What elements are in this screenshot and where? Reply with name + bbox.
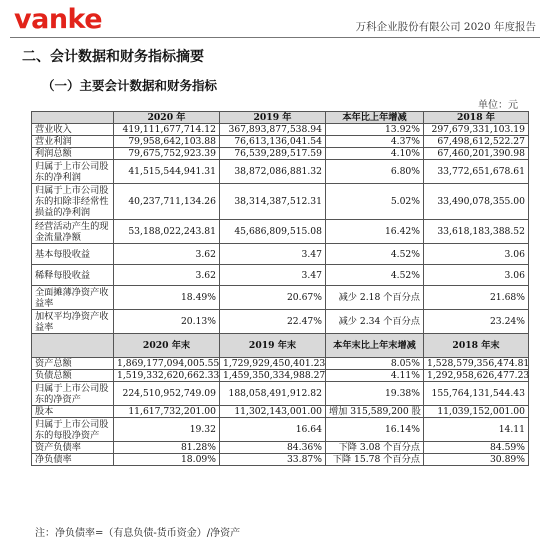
value-change: 16.42% [326,220,424,244]
row-label: 资产总额 [32,358,114,370]
row-label: 净负债率 [32,454,114,466]
row-label: 营业收入 [32,124,114,136]
value-change: 13.92% [326,124,424,136]
header-divider [10,37,540,38]
unit-label: 单位：元 [478,100,518,111]
row-label: 归属于上市公司股东的每股净资产 [32,418,114,442]
table-row [32,370,529,382]
value-change: 4.52% [326,244,424,265]
vanke-logo: vanke [14,4,103,35]
value-2020: 41,515,544,941.31 [114,160,220,184]
value-change: 减少 2.18 个百分点 [326,286,424,310]
value-2018: 33,618,183,388.52 [424,220,529,244]
value-2019: 367,893,877,538.94 [220,124,326,136]
value-change: 5.02% [326,184,424,220]
table-row [32,124,529,136]
value-2019: 84.36% [220,442,326,454]
value-2018: 33,490,078,355.00 [424,184,529,220]
value-2018: 84.59% [424,442,529,454]
value-2018: 297,679,331,103.19 [424,124,529,136]
value-2019: 3.47 [220,265,326,286]
value-2020: 79,675,752,923.39 [114,148,220,160]
table-row [32,418,529,442]
row-label: 股本 [32,406,114,418]
value-2019: 38,872,086,881.32 [220,160,326,184]
value-2019: 33.87% [220,454,326,466]
value-2020: 1,869,177,094,005.55 [114,358,220,370]
table-row [32,148,529,160]
section-title: 二、会计数据和财务指标摘要 [22,49,204,65]
value-2018: 14.11 [424,418,529,442]
value-2019: 76,539,289,517.59 [220,148,326,160]
row-label: 归属于上市公司股东的净利润 [32,160,114,184]
value-change: 6.80% [326,160,424,184]
table-header-row [32,334,529,358]
value-2020: 19.32 [114,418,220,442]
value-2019: 188,058,491,912.82 [220,382,326,406]
value-2019: 20.67% [220,286,326,310]
value-change: 19.38% [326,382,424,406]
value-2018: 1,528,579,356,474.81 [424,358,529,370]
table-row [32,310,529,334]
value-2020: 224,510,952,749.09 [114,382,220,406]
header-cell: 2018 年末 [424,334,529,358]
value-change: 4.10% [326,148,424,160]
value-2018: 67,460,201,390.98 [424,148,529,160]
table-header-row [32,112,529,124]
value-2019: 76,613,136,041.54 [220,136,326,148]
row-label: 归属于上市公司股东的扣除非经常性损益的净利润 [32,184,114,220]
footnote: 注：净负债率=（有息负债-货币资金）/净资产 [35,528,241,539]
value-2020: 40,237,711,134.26 [114,184,220,220]
value-2019: 11,302,143,001.00 [220,406,326,418]
table-row [32,244,529,265]
header-cell: 2019 年 [220,112,326,124]
report-title: 万科企业股份有限公司 2020 年度报告 [355,21,536,33]
table-row [32,184,529,220]
row-label: 负债总额 [32,370,114,382]
value-2019: 3.47 [220,244,326,265]
table-row [32,286,529,310]
value-2018: 23.24% [424,310,529,334]
value-2019: 45,686,809,515.08 [220,220,326,244]
value-2019: 1,459,350,334,988.27 [220,370,326,382]
value-change: 下降 15.78 个百分点 [326,454,424,466]
value-change: 4.37% [326,136,424,148]
value-2020: 419,111,677,714.12 [114,124,220,136]
header-cell: 本年末比上年末增减 [326,334,424,358]
value-change: 下降 3.08 个百分点 [326,442,424,454]
header-cell: 2018 年 [424,112,529,124]
row-label: 归属于上市公司股东的净资产 [32,382,114,406]
value-change: 增加 315,589,200 股 [326,406,424,418]
value-2020: 3.62 [114,244,220,265]
table-row [32,358,529,370]
value-2019: 16.64 [220,418,326,442]
table-row [32,220,529,244]
table-row [32,382,529,406]
row-label: 稀释每股收益 [32,265,114,286]
value-2018: 3.06 [424,244,529,265]
value-2019: 1,729,929,450,401.23 [220,358,326,370]
value-2020: 11,617,732,201.00 [114,406,220,418]
header-cell [32,334,114,358]
value-change: 4.52% [326,265,424,286]
value-2018: 67,498,612,522.27 [424,136,529,148]
value-2018: 3.06 [424,265,529,286]
table-row [32,406,529,418]
value-2020: 20.13% [114,310,220,334]
value-2018: 21.68% [424,286,529,310]
value-change: 4.11% [326,370,424,382]
value-2020: 81.28% [114,442,220,454]
value-2018: 11,039,152,001.00 [424,406,529,418]
value-change: 16.14% [326,418,424,442]
header-cell [32,112,114,124]
row-label: 基本每股收益 [32,244,114,265]
table-row [32,160,529,184]
value-change: 减少 2.34 个百分点 [326,310,424,334]
table-row [32,265,529,286]
table-row [32,442,529,454]
report-header [0,0,550,38]
value-change: 8.05% [326,358,424,370]
row-label: 经营活动产生的现金流量净额 [32,220,114,244]
value-2019: 38,314,387,512.31 [220,184,326,220]
row-label: 全面摊薄净资产收益率 [32,286,114,310]
row-label: 资产负债率 [32,442,114,454]
value-2020: 1,519,332,620,662.33 [114,370,220,382]
value-2020: 3.62 [114,265,220,286]
value-2020: 18.49% [114,286,220,310]
value-2018: 30.89% [424,454,529,466]
value-2018: 1,292,958,626,477.23 [424,370,529,382]
table-row [32,454,529,466]
financial-indicators-table [31,111,529,466]
header-cell: 2020 年 [114,112,220,124]
header-cell: 2020 年末 [114,334,220,358]
row-label: 营业利润 [32,136,114,148]
subsection-title: （一）主要会计数据和财务指标 [42,78,218,93]
value-2018: 155,764,131,544.43 [424,382,529,406]
value-2020: 79,958,642,103.88 [114,136,220,148]
value-2020: 18.09% [114,454,220,466]
table-row [32,136,529,148]
header-cell: 2019 年末 [220,334,326,358]
header-cell: 本年比上年增减 [326,112,424,124]
row-label: 加权平均净资产收益率 [32,310,114,334]
value-2020: 53,188,022,243.81 [114,220,220,244]
value-2019: 22.47% [220,310,326,334]
value-2018: 33,772,651,678.61 [424,160,529,184]
row-label: 利润总额 [32,148,114,160]
